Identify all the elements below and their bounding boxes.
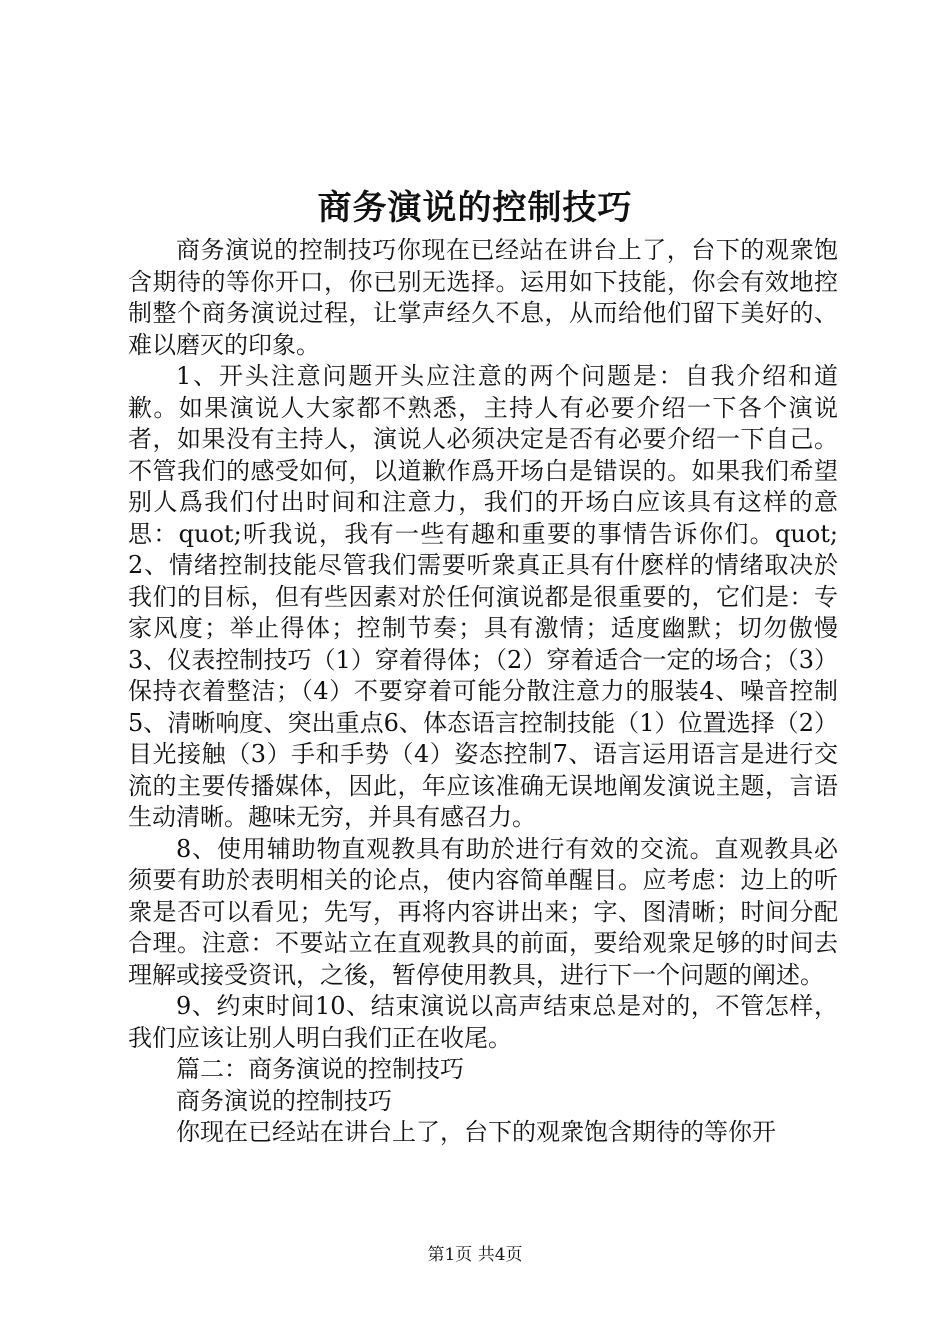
paragraph-part-two-title: 商务演说的控制技巧 bbox=[176, 1086, 392, 1115]
paragraph-part-two-start: 你现在已经站在讲台上了，台下的观衆饱含期待的等你开 bbox=[176, 1118, 776, 1146]
paragraph-intro: 商务演说的控制技巧你现在已经站在讲台上了，台下的观衆饱含期待的等你开口，你已别无选择。运用如下技能，你会有效地控制整个商务演说过程，让掌声经久不息，从而给他们留下美好的、难以磨灭的印象。 bbox=[128, 236, 838, 359]
page-number-footer: 第1页 共4页 bbox=[427, 1245, 523, 1265]
paragraph-part-two-heading: 篇二：商务演说的控制技巧 bbox=[176, 1055, 464, 1083]
paragraph-section-9-10: 9、约束时间10、结束演说以高声结束总是对的，不管怎样，我们应该让别人明白我们正在收尾。 bbox=[128, 992, 838, 1052]
document-body bbox=[128, 235, 838, 1149]
paragraph-section-1-7: 1、开头注意问题开头应注意的两个问题是：自我介绍和道歉。如果演说人大家都不熟悉，主持人有必要介绍一下各个演说者，如果没有主持人，演说人必须决定是否有必要介绍一下自己。不管我们的感受如何，以道歉作爲开场白是错误的。如果我们希望别人爲我们付出时间和注意力，我们的开场白应该具有这样的意思：quot;听我说，我有一些有趣和重要的事情告诉你们。quot;2、情绪控制技能尽管我们需要听衆真正具有什麽样的情绪取决於我们的目标，但有些因素对於任何演说都是很重要的，它们是：专家风度；举止得体；控制节奏；具有激情；适度幽默；切勿傲慢3、仪表控制技巧（1）穿着得体；（2）穿着适合一定的场合；（3）保持衣着整洁；（4）不要穿着可能分散注意力的服装4、噪音控制5、清晰响度、突出重点6、体态语言控制技能（1）位置选择（2）目光接触（3）手和手势（4）姿态控制7、语言运用语言是进行交流的主要传播媒体，因此，年应该准确无误地阐发演说主题，言语生动清晰。趣味无穷，并具有感召力。 bbox=[128, 362, 838, 831]
paragraph-section-8: 8、使用辅助物直观教具有助於进行有效的交流。直观教具必须要有助於表明相关的论点，使内容简单醒目。应考虑：边上的听衆是否可以看见；先写，再将内容讲出来；字、图清晰；时间分配合理。注意：不要站立在直观教具的前面，要给观衆足够的时间去理解或接受资讯，之後，暂停使用教具，进行下一个问题的阐述。 bbox=[128, 834, 838, 989]
document-title: 商务演说的控制技巧 bbox=[317, 188, 633, 228]
